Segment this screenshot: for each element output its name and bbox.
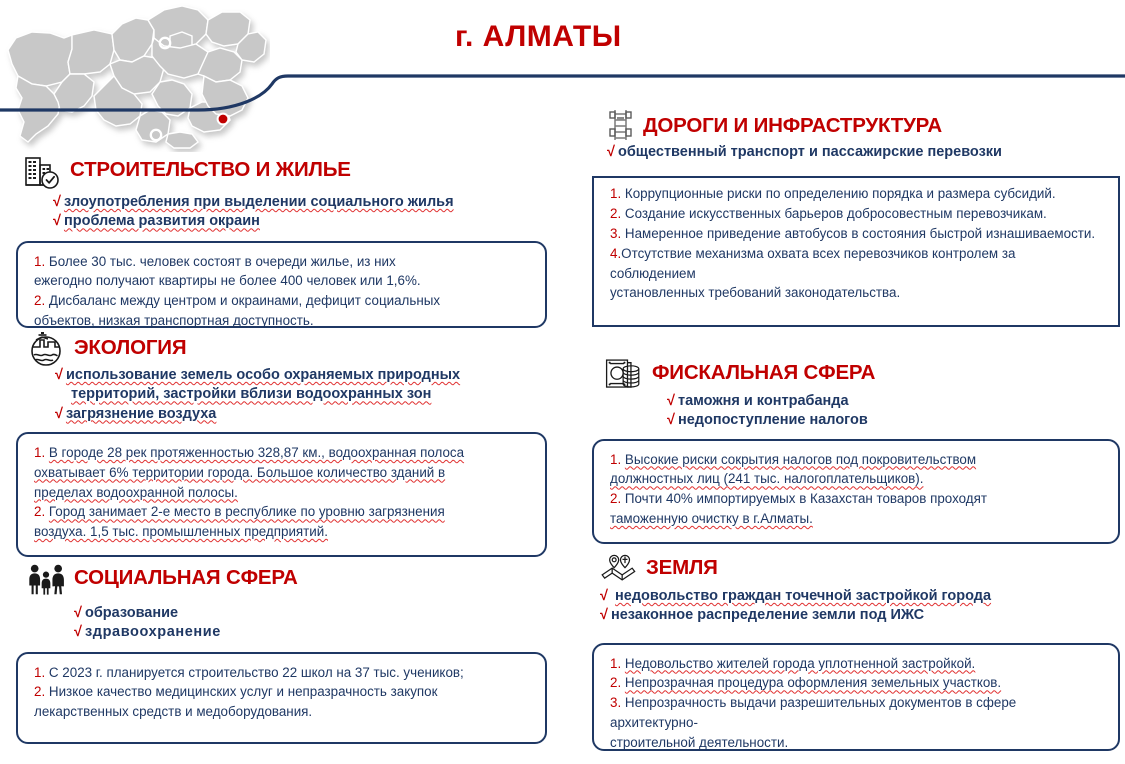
box-item: 3. Непрозрачность выдачи разрешительных документов в сфере архитектурно- строительной деятельности. <box>610 695 1017 750</box>
check-glyph: √ <box>53 213 61 230</box>
check-glyph: √ <box>55 367 63 383</box>
check-glyph: √ <box>74 624 82 641</box>
box-item: 2. Непрозрачная процедура оформления земельных участков. <box>610 675 1002 691</box>
bullet-item: √ использование земель особо охраняемых природных <box>55 367 461 383</box>
check-glyph: √ <box>600 588 608 604</box>
ecology-box <box>16 432 547 557</box>
bullet-item: √ недовольство граждан точечной застройкой города <box>600 588 992 604</box>
section-fiscal <box>590 355 1125 544</box>
bullet-item: √ образование <box>74 605 179 621</box>
check-glyph: √ <box>607 144 615 160</box>
section-ecology <box>0 330 560 557</box>
bullet-item: √ загрязнение воздуха <box>55 405 217 422</box>
check-glyph: √ <box>74 605 82 621</box>
road-ladder-icon <box>605 108 635 142</box>
ecology-header <box>0 330 560 368</box>
ecology-bullets <box>0 366 560 424</box>
land-bullets <box>590 587 1125 626</box>
fiscal-title: ФИСКАЛЬНАЯ СФЕРА <box>652 361 876 384</box>
kazakhstan-map-icon <box>2 2 270 152</box>
box-item: 2. Дисбаланс между центром и окраинами, дефицит социальных объектов, низкая транспортная доступность. <box>34 293 441 329</box>
section-construction <box>0 152 560 328</box>
land-title: ЗЕМЛЯ <box>646 556 718 579</box>
social-title: СОЦИАЛЬНАЯ СФЕРА <box>74 566 298 589</box>
bullet-item: √ общественный транспорт и пассажирские перевозки <box>607 144 1002 160</box>
land-box <box>592 643 1120 751</box>
box-item: 1. Высокие риски сокрытия налогов под покровительством должностных лиц (241 тыс. налогоплательщиков). <box>610 451 977 487</box>
construction-title: СТРОИТЕЛЬСТВО И ЖИЛЬЕ <box>70 158 351 181</box>
bullet-item: √ таможня и контрабанда <box>667 393 849 409</box>
bullet-item: √ незаконное распределение земли под ИЖС <box>600 607 925 624</box>
bullet-item: √ здравоохранение <box>74 624 221 641</box>
section-roads <box>590 108 1125 327</box>
box-item: 2. Низкое качество медицинских услуг и непразрачность закупок лекарственных средств и медоборудования. <box>34 684 438 720</box>
bullet-item: √ злоупотребления при выделении социального жилья <box>53 194 454 210</box>
construction-box <box>16 241 547 328</box>
social-header <box>0 560 560 598</box>
box-item: 1. Недовольство жителей города уплотненной застройкой. <box>610 655 976 671</box>
section-social <box>0 560 560 744</box>
box-item: 2. Создание искусственных барьеров добросовестным перевозчикам. <box>610 206 1047 222</box>
box-item: 2. Почти 40% импортируемых в Казахстан товаров проходят таможенную очистку в г.Алматы. <box>610 491 987 527</box>
page-title: г. АЛМАТЫ <box>455 20 622 53</box>
buildings-check-icon <box>22 152 62 190</box>
check-glyph: √ <box>55 405 63 422</box>
bullet-item: территорий, застройки вблизи водоохранных зон <box>71 386 432 403</box>
land-header <box>590 550 1125 588</box>
roads-title: ДОРОГИ И ИНФРАСТРУКТУРА <box>643 114 942 137</box>
box-item: 1. Коррупционные риски по определению порядка и размера субсидий. <box>610 186 1056 202</box>
bullet-item: √ проблема развития окраин <box>53 213 260 230</box>
construction-header <box>0 152 560 190</box>
construction-bullets <box>0 193 560 232</box>
box-item: 1. В городе 28 рек протяженностью 328,87 км., водоохранная полоса охватывает 6% территории города. Большое количество зданий в пределах водоохранной полосы. <box>34 444 465 500</box>
roads-header <box>590 108 1125 142</box>
family-icon <box>26 560 66 598</box>
fiscal-bullets <box>590 392 1125 431</box>
fiscal-box <box>592 439 1120 544</box>
fiscal-header <box>590 355 1125 393</box>
roads-box <box>592 176 1120 327</box>
section-land <box>590 550 1125 751</box>
roads-bullets <box>590 143 1125 162</box>
box-item: 3. Намеренное приведение автобусов в состояния быстрой изнашиваемости. <box>610 225 1096 241</box>
social-bullets <box>0 604 560 643</box>
box-item: 2. Город занимает 2-е место в республике по уровню загрязнения воздуха. 1,5 тыс. промышленных предприятий. <box>34 504 445 540</box>
bullet-item: √ недопоступление налогов <box>667 412 868 429</box>
box-item: 1. С 2023 г. планируется строительство 22 школ на 37 тыс. учеников; <box>34 664 464 680</box>
box-item: 4.Отсутствие механизма охвата всех перевозчиков контролем за соблюдением установленных требований законодательства. <box>610 245 1016 301</box>
check-glyph: √ <box>667 412 675 429</box>
check-glyph: √ <box>53 194 61 210</box>
ecology-title: ЭКОЛОГИЯ <box>74 336 187 359</box>
factory-water-icon <box>26 330 66 368</box>
box-item: 1. Более 30 тыс. человек состоят в очереди жилье, из них ежегодно получают квартиры не более 400 человек или 1,6%. <box>34 253 421 289</box>
almaty-marker <box>217 113 230 126</box>
check-glyph: √ <box>600 607 608 624</box>
money-coins-icon <box>604 355 644 393</box>
map-pins-icon <box>598 550 638 588</box>
check-glyph: √ <box>667 393 675 409</box>
social-box <box>16 652 547 744</box>
